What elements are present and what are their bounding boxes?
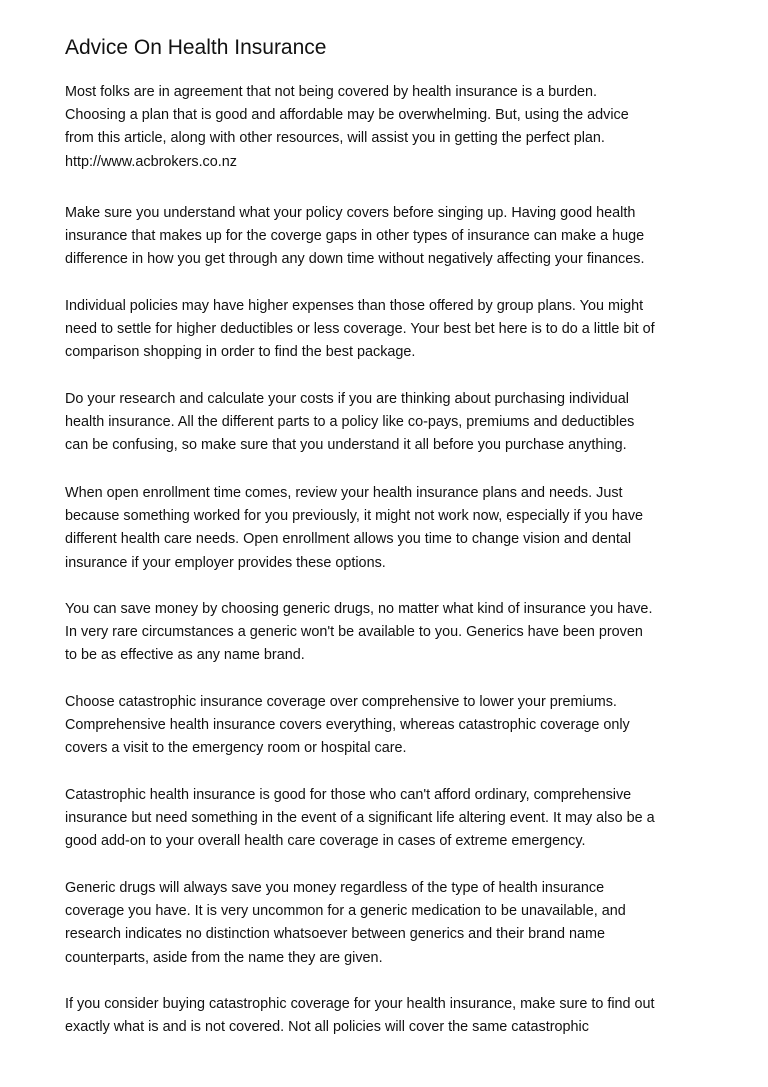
paragraph-line: If you consider buying catastrophic coverage for your health insurance, make sure to find out (65, 996, 655, 1012)
paragraph-line: When open enrollment time comes, review your health insurance plans and needs. Just (65, 485, 623, 501)
paragraph-line: Generic drugs will always save you money regardless of the type of health insurance (65, 880, 605, 896)
paragraph-line: In very rare circumstances a generic won't be available to you. Generics have been proven (65, 624, 643, 641)
paragraph-line: Choosing a plan that is good and affordable may be overwhelming. But, using the advice (65, 107, 629, 124)
paragraph-open-enrollment (65, 482, 643, 575)
paragraph-catastrophic-benefits (65, 784, 655, 854)
paragraph-line: insurance if your employer provides these options. (65, 554, 386, 571)
paragraph-line: can be confusing, so make sure that you understand it all before you purchase anything. (65, 437, 627, 454)
paragraph-line: exactly what is and is not covered. Not all policies will cover the same catastrophic (65, 1019, 589, 1036)
paragraph-line: Individual policies may have higher expenses than those offered by group plans. You might (65, 298, 644, 314)
paragraph-line: Most folks are in agreement that not being covered by health insurance is a burden. (65, 84, 597, 100)
paragraph-intro (65, 81, 629, 174)
paragraph-line: insurance that makes up for the coverge gaps in other types of insurance can make a huge (65, 228, 645, 245)
paragraph-line: good add-on to your overall health care coverage in cases of extreme emergency. (65, 833, 586, 850)
paragraph-line: Do your research and calculate your costs if you are thinking about purchasing individual (65, 391, 629, 407)
page-title: Advice On Health Insurance (65, 36, 327, 59)
paragraph-line: health insurance. All the different parts to a policy like co-pays, premiums and deductibles (65, 414, 635, 431)
paragraph-line: from this article, along with other resources, will assist you in getting the perfect plan. (65, 130, 605, 147)
paragraph-line: research indicates no distinction whatsoever between generics and their brand name (65, 926, 605, 943)
paragraph-individual-policies (65, 295, 655, 365)
paragraph-line: coverage you have. It is very uncommon for a generic medication to be unavailable, and (65, 903, 626, 920)
paragraph-line: covers a visit to the emergency room or hospital care. (65, 740, 407, 757)
paragraph-line: different health care needs. Open enrollment allows you time to change vision and dental (65, 531, 632, 548)
paragraph-line: You can save money by choosing generic drugs, no matter what kind of insurance you have. (65, 601, 653, 617)
paragraph-line: comparison shopping in order to find the best package. (65, 344, 416, 361)
paragraph-catastrophic-choice (65, 691, 630, 761)
paragraph-line: because something worked for you previously, it might not work now, especially if you have (65, 508, 644, 525)
paragraph-line: Make sure you understand what your policy covers before singing up. Having good health (65, 205, 636, 221)
paragraph-line: Catastrophic health insurance is good for those who can't afford ordinary, comprehensive (65, 787, 632, 803)
paragraph-line: difference in how you get through any down time without negatively affecting your finances. (65, 251, 645, 268)
paragraph-policy-coverage (65, 202, 644, 272)
acbrokers-link[interactable]: http://www.acbrokers.co.nz (65, 153, 237, 170)
paragraph-line: need to settle for higher deductibles or less coverage. Your best bet here is to do a little bit of (65, 321, 655, 338)
paragraph-line: Choose catastrophic insurance coverage over comprehensive to lower your premiums. (65, 694, 617, 710)
paragraph-line: insurance but need something in the event of a significant life altering event. It may also be a (65, 810, 655, 827)
paragraph-generic-savings (65, 877, 626, 970)
paragraph-catastrophic-coverage-check (65, 993, 655, 1039)
paragraph-generic-drugs (65, 598, 652, 668)
paragraph-line: Comprehensive health insurance covers everything, whereas catastrophic coverage only (65, 717, 630, 734)
paragraph-line: counterparts, aside from the name they are given. (65, 949, 383, 966)
paragraph-line: to be as effective as any name brand. (65, 647, 305, 664)
paragraph-research-costs (65, 388, 634, 458)
